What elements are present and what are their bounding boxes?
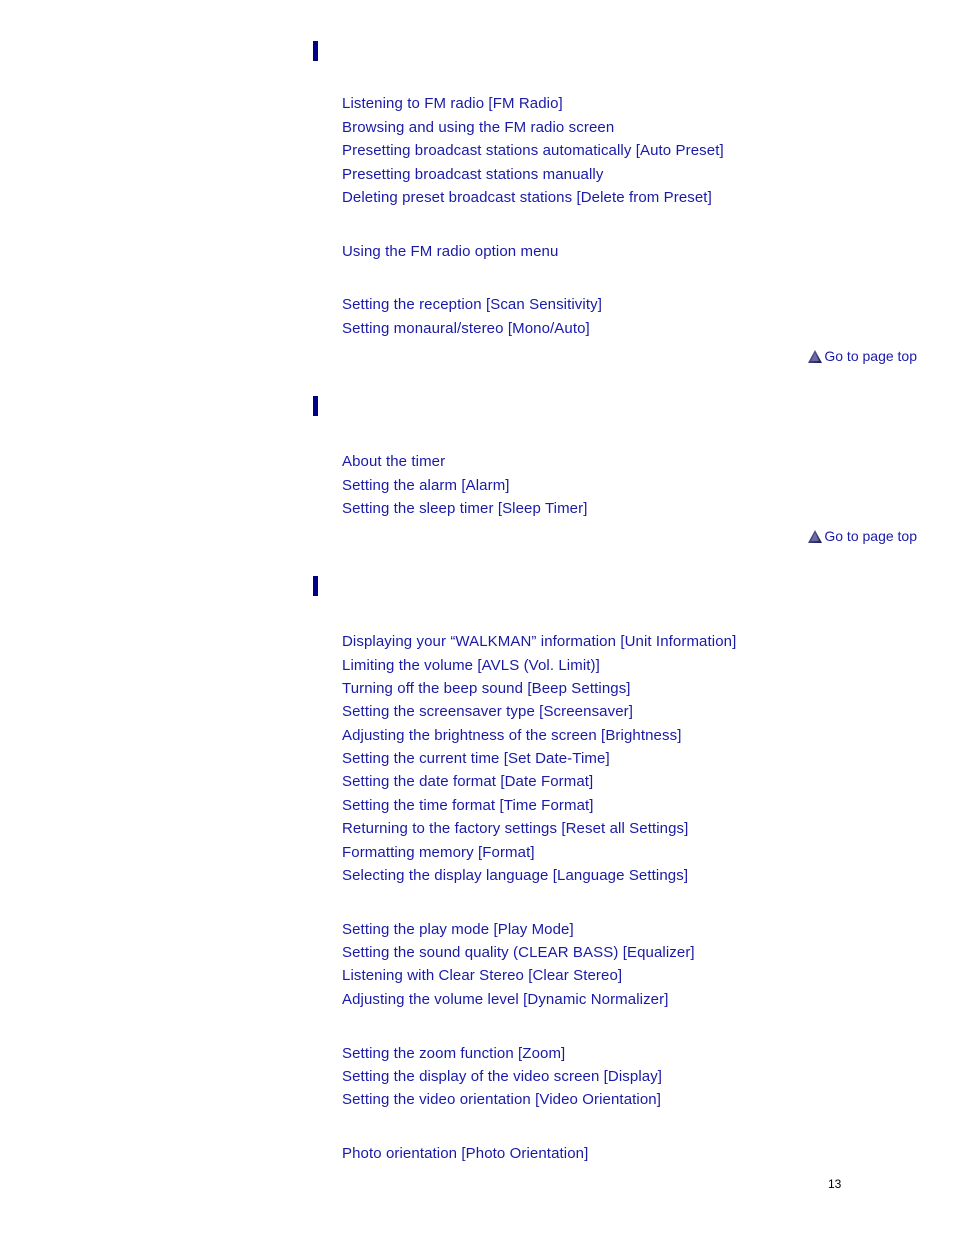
toc-link-beep-settings[interactable]: Turning off the beep sound [Beep Settings]: [342, 680, 631, 697]
toc-link-auto-preset[interactable]: Presetting broadcast stations automatically [Auto Preset]: [342, 142, 724, 159]
section-marker: [313, 396, 318, 416]
toc-link-video-orientation[interactable]: Setting the video orientation [Video Orientation]: [342, 1091, 661, 1108]
section-marker: [313, 576, 318, 596]
toc-link-mono-auto[interactable]: Setting monaural/stereo [Mono/Auto]: [342, 320, 590, 337]
toc-link-fm-radio[interactable]: Listening to FM radio [FM Radio]: [342, 95, 563, 112]
toc-link-alarm[interactable]: Setting the alarm [Alarm]: [342, 477, 510, 494]
toc-link-photo-orientation[interactable]: Photo orientation [Photo Orientation]: [342, 1145, 589, 1162]
go-to-page-top-label: Go to page top: [824, 348, 917, 364]
toc-link-scan-sensitivity[interactable]: Setting the reception [Scan Sensitivity]: [342, 296, 602, 313]
triangle-up-icon: [808, 530, 822, 543]
toc-link-avls[interactable]: Limiting the volume [AVLS (Vol. Limit)]: [342, 657, 600, 674]
toc-link-clear-stereo[interactable]: Listening with Clear Stereo [Clear Stereo]: [342, 967, 623, 984]
toc-link-play-mode[interactable]: Setting the play mode [Play Mode]: [342, 921, 574, 938]
go-to-page-top-link[interactable]: [808, 348, 917, 364]
toc-link-display[interactable]: Setting the display of the video screen [Display]: [342, 1068, 663, 1085]
toc-link-fm-radio-screen[interactable]: Browsing and using the FM radio screen: [342, 119, 615, 136]
section-marker: [313, 41, 318, 61]
toc-link-set-date-time[interactable]: Setting the current time [Set Date-Time]: [342, 750, 610, 767]
toc-link-screensaver[interactable]: Setting the screensaver type [Screensaver]: [342, 703, 634, 720]
page-number: 13: [828, 1177, 842, 1191]
toc-link-reset-all-settings[interactable]: Returning to the factory settings [Reset all Settings]: [342, 820, 689, 837]
toc-link-manual-preset[interactable]: Presetting broadcast stations manually: [342, 166, 604, 183]
toc-link-delete-preset[interactable]: Deleting preset broadcast stations [Delete from Preset]: [342, 189, 712, 206]
toc-link-language-settings[interactable]: Selecting the display language [Language Settings]: [342, 867, 689, 884]
go-to-page-top-link[interactable]: [808, 528, 917, 544]
toc-link-brightness[interactable]: Adjusting the brightness of the screen [Brightness]: [342, 727, 682, 744]
toc-link-fm-option-menu[interactable]: Using the FM radio option menu: [342, 243, 559, 260]
toc-link-sleep-timer[interactable]: Setting the sleep timer [Sleep Timer]: [342, 500, 588, 517]
go-to-page-top-label: Go to page top: [824, 528, 917, 544]
toc-link-about-timer[interactable]: About the timer: [342, 453, 446, 470]
toc-link-equalizer[interactable]: Setting the sound quality (CLEAR BASS) [Equalizer]: [342, 944, 695, 961]
toc-link-time-format[interactable]: Setting the time format [Time Format]: [342, 797, 594, 814]
toc-link-zoom[interactable]: Setting the zoom function [Zoom]: [342, 1045, 566, 1062]
triangle-up-icon: [808, 350, 822, 363]
toc-link-date-format[interactable]: Setting the date format [Date Format]: [342, 773, 594, 790]
toc-link-dynamic-normalizer[interactable]: Adjusting the volume level [Dynamic Normalizer]: [342, 991, 669, 1008]
toc-link-unit-information[interactable]: Displaying your “WALKMAN” information [Unit Information]: [342, 633, 737, 650]
toc-link-format[interactable]: Formatting memory [Format]: [342, 844, 535, 861]
